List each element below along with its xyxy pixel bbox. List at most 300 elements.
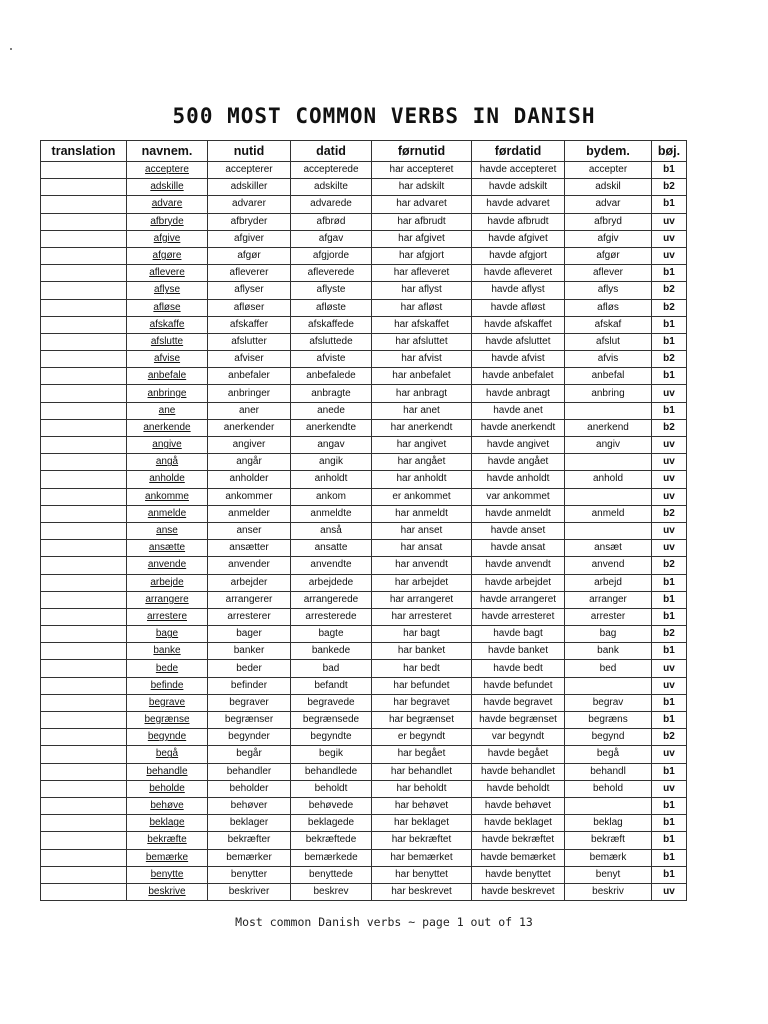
translation-cell <box>41 694 127 711</box>
imperative-cell: begynd <box>565 729 652 746</box>
translation-cell <box>41 574 127 591</box>
header-navnem: navnem. <box>127 141 208 162</box>
table-row <box>41 815 687 832</box>
present-cell: afskaffer <box>208 316 291 333</box>
translation-cell <box>41 316 127 333</box>
perfect-cell: har anmeldt <box>372 505 472 522</box>
past-cell: afleverede <box>291 265 372 282</box>
header-fornutid: førnutid <box>372 141 472 162</box>
table-row <box>41 385 687 402</box>
perfect-cell: har accepteret <box>372 162 472 179</box>
imperative-cell: begrav <box>565 694 652 711</box>
past-cell: arrangerede <box>291 591 372 608</box>
pluperfect-cell: havde afgivet <box>472 230 565 247</box>
infinitive-cell: ankomme <box>127 488 208 505</box>
table-row <box>41 866 687 883</box>
translation-cell <box>41 815 127 832</box>
table-row <box>41 643 687 660</box>
past-cell: accepterede <box>291 162 372 179</box>
imperative-cell <box>565 402 652 419</box>
inflection-cell: uv <box>652 385 687 402</box>
table-row <box>41 883 687 900</box>
table-row <box>41 763 687 780</box>
translation-cell <box>41 162 127 179</box>
infinitive-cell: benytte <box>127 866 208 883</box>
infinitive-cell: beklage <box>127 815 208 832</box>
inflection-cell: b2 <box>652 729 687 746</box>
present-cell: aner <box>208 402 291 419</box>
past-cell: begravede <box>291 694 372 711</box>
pluperfect-cell: havde behøvet <box>472 797 565 814</box>
present-cell: bemærker <box>208 849 291 866</box>
imperative-cell: arrester <box>565 608 652 625</box>
pluperfect-cell: havde afsluttet <box>472 333 565 350</box>
translation-cell <box>41 385 127 402</box>
translation-cell <box>41 729 127 746</box>
translation-cell <box>41 368 127 385</box>
table-row <box>41 162 687 179</box>
perfect-cell: har bemærket <box>372 849 472 866</box>
imperative-cell: afvis <box>565 351 652 368</box>
present-cell: bekræfter <box>208 832 291 849</box>
imperative-cell: behandl <box>565 763 652 780</box>
translation-cell <box>41 883 127 900</box>
infinitive-cell: bage <box>127 626 208 643</box>
present-cell: anerkender <box>208 419 291 436</box>
present-cell: beklager <box>208 815 291 832</box>
present-cell: anholder <box>208 471 291 488</box>
infinitive-cell: beholde <box>127 780 208 797</box>
table-row <box>41 677 687 694</box>
inflection-cell: uv <box>652 437 687 454</box>
header-datid: datid <box>291 141 372 162</box>
inflection-cell: uv <box>652 660 687 677</box>
imperative-cell: beklag <box>565 815 652 832</box>
perfect-cell: har begravet <box>372 694 472 711</box>
perfect-cell: har afgjort <box>372 247 472 264</box>
table-row <box>41 247 687 264</box>
pluperfect-cell: havde anet <box>472 402 565 419</box>
imperative-cell: adskil <box>565 179 652 196</box>
inflection-cell: b1 <box>652 694 687 711</box>
verb-table-body <box>41 162 687 901</box>
infinitive-cell: afgøre <box>127 247 208 264</box>
past-cell: beskrev <box>291 883 372 900</box>
table-row <box>41 574 687 591</box>
pluperfect-cell: havde ansat <box>472 540 565 557</box>
table-row <box>41 230 687 247</box>
translation-cell <box>41 849 127 866</box>
inflection-cell: uv <box>652 522 687 539</box>
translation-cell <box>41 832 127 849</box>
past-cell: bankede <box>291 643 372 660</box>
table-row <box>41 351 687 368</box>
past-cell: anholdt <box>291 471 372 488</box>
pluperfect-cell: havde anvendt <box>472 557 565 574</box>
infinitive-cell: arrestere <box>127 608 208 625</box>
pluperfect-cell: havde afgjort <box>472 247 565 264</box>
pluperfect-cell: havde accepteret <box>472 162 565 179</box>
present-cell: adskiller <box>208 179 291 196</box>
pluperfect-cell: var begyndt <box>472 729 565 746</box>
pluperfect-cell: havde afskaffet <box>472 316 565 333</box>
imperative-cell: anhold <box>565 471 652 488</box>
translation-cell <box>41 522 127 539</box>
perfect-cell: har afsluttet <box>372 333 472 350</box>
translation-cell <box>41 866 127 883</box>
present-cell: afgiver <box>208 230 291 247</box>
inflection-cell: b1 <box>652 333 687 350</box>
translation-cell <box>41 402 127 419</box>
imperative-cell <box>565 488 652 505</box>
pluperfect-cell: havde afleveret <box>472 265 565 282</box>
translation-cell <box>41 540 127 557</box>
table-row <box>41 557 687 574</box>
perfect-cell: har afskaffet <box>372 316 472 333</box>
table-row <box>41 797 687 814</box>
pluperfect-cell: havde bagt <box>472 626 565 643</box>
perfect-cell: har anvendt <box>372 557 472 574</box>
present-cell: arresterer <box>208 608 291 625</box>
table-row <box>41 626 687 643</box>
pluperfect-cell: havde begrænset <box>472 712 565 729</box>
inflection-cell: uv <box>652 247 687 264</box>
table-row <box>41 196 687 213</box>
pluperfect-cell: havde arbejdet <box>472 574 565 591</box>
infinitive-cell: angive <box>127 437 208 454</box>
translation-cell <box>41 179 127 196</box>
infinitive-cell: acceptere <box>127 162 208 179</box>
past-cell: behandlede <box>291 763 372 780</box>
table-row <box>41 282 687 299</box>
past-cell: aflyste <box>291 282 372 299</box>
imperative-cell: behold <box>565 780 652 797</box>
infinitive-cell: anerkende <box>127 419 208 436</box>
pluperfect-cell: havde anerkendt <box>472 419 565 436</box>
present-cell: anbringer <box>208 385 291 402</box>
translation-cell <box>41 591 127 608</box>
infinitive-cell: afskaffe <box>127 316 208 333</box>
perfect-cell: er ankommet <box>372 488 472 505</box>
inflection-cell: b1 <box>652 849 687 866</box>
translation-cell <box>41 746 127 763</box>
imperative-cell <box>565 677 652 694</box>
perfect-cell: har ansat <box>372 540 472 557</box>
imperative-cell: bank <box>565 643 652 660</box>
pluperfect-cell: havde befundet <box>472 677 565 694</box>
inflection-cell: uv <box>652 488 687 505</box>
inflection-cell: uv <box>652 746 687 763</box>
past-cell: angav <box>291 437 372 454</box>
table-row <box>41 591 687 608</box>
past-cell: anså <box>291 522 372 539</box>
perfect-cell: har bekræftet <box>372 832 472 849</box>
imperative-cell: advar <box>565 196 652 213</box>
perfect-cell: har benyttet <box>372 866 472 883</box>
pluperfect-cell: havde angivet <box>472 437 565 454</box>
table-row <box>41 832 687 849</box>
past-cell: bagte <box>291 626 372 643</box>
past-cell: anvendte <box>291 557 372 574</box>
past-cell: bekræftede <box>291 832 372 849</box>
table-row <box>41 746 687 763</box>
past-cell: adskilte <box>291 179 372 196</box>
past-cell: angik <box>291 454 372 471</box>
pluperfect-cell: havde afløst <box>472 299 565 316</box>
imperative-cell: benyt <box>565 866 652 883</box>
imperative-cell: aflys <box>565 282 652 299</box>
perfect-cell: har arresteret <box>372 608 472 625</box>
imperative-cell: ansæt <box>565 540 652 557</box>
infinitive-cell: afbryde <box>127 213 208 230</box>
past-cell: arresterede <box>291 608 372 625</box>
infinitive-cell: bemærke <box>127 849 208 866</box>
imperative-cell: afbryd <box>565 213 652 230</box>
inflection-cell: uv <box>652 780 687 797</box>
imperative-cell: anvend <box>565 557 652 574</box>
inflection-cell: b1 <box>652 643 687 660</box>
translation-cell <box>41 643 127 660</box>
present-cell: anser <box>208 522 291 539</box>
imperative-cell <box>565 522 652 539</box>
table-row <box>41 522 687 539</box>
table-row <box>41 265 687 282</box>
infinitive-cell: ane <box>127 402 208 419</box>
translation-cell <box>41 712 127 729</box>
header-boj: bøj. <box>652 141 687 162</box>
pluperfect-cell: havde banket <box>472 643 565 660</box>
table-row <box>41 505 687 522</box>
translation-cell <box>41 351 127 368</box>
perfect-cell: har beklaget <box>372 815 472 832</box>
inflection-cell: uv <box>652 230 687 247</box>
present-cell: afbryder <box>208 213 291 230</box>
perfect-cell: har behandlet <box>372 763 472 780</box>
pluperfect-cell: havde anset <box>472 522 565 539</box>
imperative-cell: afgiv <box>565 230 652 247</box>
past-cell: anbefalede <box>291 368 372 385</box>
perfect-cell: har afgivet <box>372 230 472 247</box>
infinitive-cell: bede <box>127 660 208 677</box>
translation-cell <box>41 677 127 694</box>
past-cell: afviste <box>291 351 372 368</box>
pluperfect-cell: havde beklaget <box>472 815 565 832</box>
inflection-cell: b1 <box>652 591 687 608</box>
pluperfect-cell: havde anholdt <box>472 471 565 488</box>
past-cell: afløste <box>291 299 372 316</box>
infinitive-cell: behandle <box>127 763 208 780</box>
infinitive-cell: begynde <box>127 729 208 746</box>
pluperfect-cell: havde angået <box>472 454 565 471</box>
inflection-cell: b1 <box>652 402 687 419</box>
translation-cell <box>41 797 127 814</box>
infinitive-cell: angå <box>127 454 208 471</box>
inflection-cell: b1 <box>652 712 687 729</box>
past-cell: afbrød <box>291 213 372 230</box>
perfect-cell: har befundet <box>372 677 472 694</box>
infinitive-cell: anholde <box>127 471 208 488</box>
past-cell: beklagede <box>291 815 372 832</box>
imperative-cell: anerkend <box>565 419 652 436</box>
infinitive-cell: anse <box>127 522 208 539</box>
translation-cell <box>41 454 127 471</box>
present-cell: beder <box>208 660 291 677</box>
perfect-cell: har aflyst <box>372 282 472 299</box>
infinitive-cell: begå <box>127 746 208 763</box>
inflection-cell: b1 <box>652 797 687 814</box>
infinitive-cell: anmelde <box>127 505 208 522</box>
table-row <box>41 316 687 333</box>
present-cell: accepterer <box>208 162 291 179</box>
perfect-cell: har anerkendt <box>372 419 472 436</box>
inflection-cell: b1 <box>652 608 687 625</box>
past-cell: afsluttede <box>291 333 372 350</box>
inflection-cell: b1 <box>652 316 687 333</box>
translation-cell <box>41 247 127 264</box>
translation-cell <box>41 660 127 677</box>
table-row <box>41 694 687 711</box>
imperative-cell: anmeld <box>565 505 652 522</box>
imperative-cell: afgør <box>565 247 652 264</box>
infinitive-cell: aflevere <box>127 265 208 282</box>
perfect-cell: har banket <box>372 643 472 660</box>
pluperfect-cell: havde adskilt <box>472 179 565 196</box>
imperative-cell: aflever <box>565 265 652 282</box>
table-row <box>41 368 687 385</box>
translation-cell <box>41 437 127 454</box>
pluperfect-cell: havde bekræftet <box>472 832 565 849</box>
perfect-cell: er begyndt <box>372 729 472 746</box>
perfect-cell: har adskilt <box>372 179 472 196</box>
scan-speck <box>10 48 12 50</box>
pluperfect-cell: havde beholdt <box>472 780 565 797</box>
translation-cell <box>41 557 127 574</box>
perfect-cell: har bagt <box>372 626 472 643</box>
perfect-cell: har anbefalet <box>372 368 472 385</box>
inflection-cell: b2 <box>652 282 687 299</box>
inflection-cell: b2 <box>652 626 687 643</box>
infinitive-cell: banke <box>127 643 208 660</box>
pluperfect-cell: var ankommet <box>472 488 565 505</box>
inflection-cell: b1 <box>652 196 687 213</box>
pluperfect-cell: havde advaret <box>472 196 565 213</box>
pluperfect-cell: havde begravet <box>472 694 565 711</box>
page-footer: Most common Danish verbs ~ page 1 out of 13 <box>235 915 533 929</box>
infinitive-cell: anvende <box>127 557 208 574</box>
imperative-cell: begå <box>565 746 652 763</box>
table-row <box>41 213 687 230</box>
past-cell: ansatte <box>291 540 372 557</box>
infinitive-cell: arrangere <box>127 591 208 608</box>
present-cell: aflyser <box>208 282 291 299</box>
past-cell: befandt <box>291 677 372 694</box>
inflection-cell: b1 <box>652 162 687 179</box>
pluperfect-cell: havde anmeldt <box>472 505 565 522</box>
infinitive-cell: begrænse <box>127 712 208 729</box>
translation-cell <box>41 626 127 643</box>
present-cell: arbejder <box>208 574 291 591</box>
inflection-cell: uv <box>652 213 687 230</box>
pluperfect-cell: havde bedt <box>472 660 565 677</box>
past-cell: afgjorde <box>291 247 372 264</box>
pluperfect-cell: havde anbefalet <box>472 368 565 385</box>
pluperfect-cell: havde afbrudt <box>472 213 565 230</box>
translation-cell <box>41 505 127 522</box>
table-row <box>41 849 687 866</box>
perfect-cell: har arrangeret <box>372 591 472 608</box>
perfect-cell: har arbejdet <box>372 574 472 591</box>
pluperfect-cell: havde anbragt <box>472 385 565 402</box>
imperative-cell: bag <box>565 626 652 643</box>
translation-cell <box>41 265 127 282</box>
imperative-cell <box>565 454 652 471</box>
past-cell: behøvede <box>291 797 372 814</box>
header-nutid: nutid <box>208 141 291 162</box>
infinitive-cell: aflyse <box>127 282 208 299</box>
table-row <box>41 780 687 797</box>
perfect-cell: har begået <box>372 746 472 763</box>
translation-cell <box>41 333 127 350</box>
perfect-cell: har angivet <box>372 437 472 454</box>
inflection-cell: b1 <box>652 832 687 849</box>
present-cell: afgør <box>208 247 291 264</box>
inflection-cell: uv <box>652 677 687 694</box>
present-cell: beholder <box>208 780 291 797</box>
pluperfect-cell: havde beskrevet <box>472 883 565 900</box>
inflection-cell: b1 <box>652 265 687 282</box>
table-row <box>41 179 687 196</box>
past-cell: begik <box>291 746 372 763</box>
infinitive-cell: adskille <box>127 179 208 196</box>
past-cell: beholdt <box>291 780 372 797</box>
past-cell: arbejdede <box>291 574 372 591</box>
imperative-cell: arbejd <box>565 574 652 591</box>
pluperfect-cell: havde behandlet <box>472 763 565 780</box>
present-cell: anbefaler <box>208 368 291 385</box>
present-cell: begraver <box>208 694 291 711</box>
imperative-cell: afløs <box>565 299 652 316</box>
infinitive-cell: anbefale <box>127 368 208 385</box>
past-cell: anmeldte <box>291 505 372 522</box>
translation-cell <box>41 419 127 436</box>
perfect-cell: har angået <box>372 454 472 471</box>
imperative-cell: accepter <box>565 162 652 179</box>
infinitive-cell: afgive <box>127 230 208 247</box>
inflection-cell: b1 <box>652 574 687 591</box>
inflection-cell: b2 <box>652 505 687 522</box>
imperative-cell: bemærk <box>565 849 652 866</box>
inflection-cell: b1 <box>652 368 687 385</box>
pluperfect-cell: havde aflyst <box>472 282 565 299</box>
imperative-cell: afskaf <box>565 316 652 333</box>
present-cell: befinder <box>208 677 291 694</box>
translation-cell <box>41 608 127 625</box>
verb-table <box>40 140 687 901</box>
pluperfect-cell: havde arrangeret <box>472 591 565 608</box>
perfect-cell: har afløst <box>372 299 472 316</box>
imperative-cell: angiv <box>565 437 652 454</box>
infinitive-cell: ansætte <box>127 540 208 557</box>
table-row <box>41 712 687 729</box>
present-cell: afløser <box>208 299 291 316</box>
translation-cell <box>41 763 127 780</box>
perfect-cell: har beholdt <box>372 780 472 797</box>
perfect-cell: har anholdt <box>372 471 472 488</box>
pluperfect-cell: havde begået <box>472 746 565 763</box>
present-cell: angår <box>208 454 291 471</box>
present-cell: afleverer <box>208 265 291 282</box>
present-cell: ansætter <box>208 540 291 557</box>
